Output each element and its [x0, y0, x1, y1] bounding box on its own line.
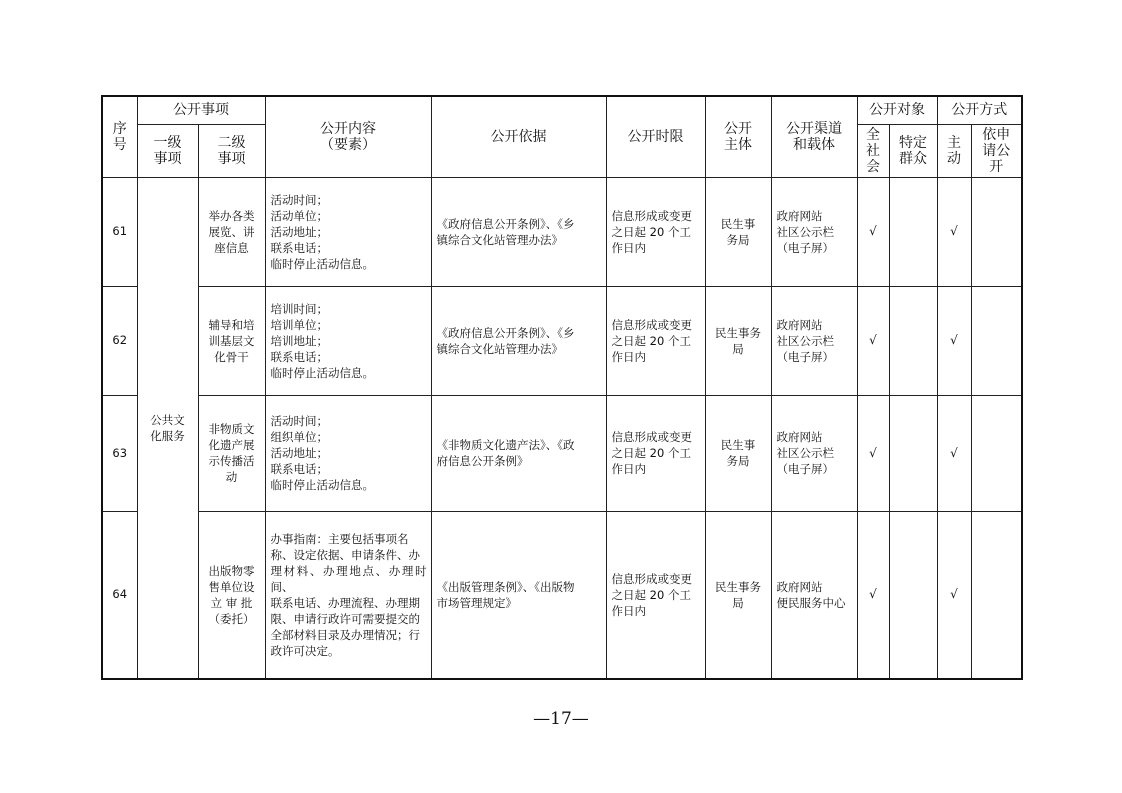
content-cell: 活动时间； 组织单位； 活动地址； 联系电话； 临时停止活动信息。 [265, 395, 431, 511]
check-specific [889, 511, 937, 679]
check-all: √ [857, 177, 889, 286]
header-channel: 公开渠道 和载体 [771, 96, 857, 177]
row-number: 61 [102, 177, 137, 286]
content-cell: 培训时间； 培训单位； 培训地址； 联系电话； 临时停止活动信息。 [265, 286, 431, 395]
time-cell: 信息形成或变更 之日起 20 个工 作日内 [606, 177, 705, 286]
header-method-apply: 依申 请公 开 [971, 124, 1022, 177]
level2-item: 举办各类 展览、讲 座信息 [198, 177, 265, 286]
table-row [102, 177, 1022, 286]
subject-cell: 民生事务 局 [705, 511, 771, 679]
subject-cell: 民生事 务局 [705, 177, 771, 286]
check-active: √ [937, 395, 971, 511]
row-number: 62 [102, 286, 137, 395]
channel-cell: 政府网站 社区公示栏 （电子屏） [771, 177, 857, 286]
basis-cell: 《出版管理条例》、《出版物 市场管理规定》 [431, 511, 606, 679]
table-row [102, 511, 1022, 679]
check-apply [971, 395, 1022, 511]
subject-cell: 民生事务 局 [705, 286, 771, 395]
check-all: √ [857, 286, 889, 395]
check-apply [971, 286, 1022, 395]
header-target-all: 全 社 会 [857, 124, 889, 177]
table-body [102, 177, 1022, 679]
table-row [102, 395, 1022, 511]
check-all: √ [857, 395, 889, 511]
table-header [102, 96, 1022, 177]
check-active: √ [937, 177, 971, 286]
content-cell: 办事指南：主要包括事项名 称、设定依据、申请条件、办 理材料、办理地点、办理时间、 联系电话、办理流程、办理期 限、申请行政许可需要提交的 全部材料目录及办理情况；行 政许可决定。 [265, 511, 431, 679]
header-seq: 序 号 [102, 96, 137, 177]
check-apply [971, 177, 1022, 286]
level1-item: 公共文 化服务 [137, 177, 198, 679]
basis-cell: 《政府信息公开条例》、《乡 镇综合文化站管理办法》 [431, 177, 606, 286]
basis-cell: 《政府信息公开条例》、《乡 镇综合文化站管理办法》 [431, 286, 606, 395]
level2-item: 出版物零 售单位设 立 审 批 （委托） [198, 511, 265, 679]
table-row [102, 286, 1022, 395]
check-active: √ [937, 286, 971, 395]
header-subject: 公开 主体 [705, 96, 771, 177]
basis-cell: 《非物质文化遗产法》、《政 府信息公开条例》 [431, 395, 606, 511]
channel-cell: 政府网站 便民服务中心 [771, 511, 857, 679]
header-method-group: 公开方式 [937, 96, 1022, 124]
header-level2: 二级 事项 [198, 124, 265, 177]
time-cell: 信息形成或变更 之日起 20 个工 作日内 [606, 286, 705, 395]
header-time-limit: 公开时限 [606, 96, 705, 177]
time-cell: 信息形成或变更 之日起 20 个工 作日内 [606, 395, 705, 511]
header-method-active: 主 动 [937, 124, 971, 177]
row-number: 63 [102, 395, 137, 511]
content-cell: 活动时间； 活动单位； 活动地址； 联系电话； 临时停止活动信息。 [265, 177, 431, 286]
subject-cell: 民生事 务局 [705, 395, 771, 511]
header-level1: 一级 事项 [137, 124, 198, 177]
channel-cell: 政府网站 社区公示栏 （电子屏） [771, 395, 857, 511]
check-apply [971, 511, 1022, 679]
header-content: 公开内容 （要素） [265, 96, 431, 177]
channel-cell: 政府网站 社区公示栏 （电子屏） [771, 286, 857, 395]
page-number: —17— [533, 709, 589, 729]
header-target-group: 公开对象 [857, 96, 937, 124]
disclosure-table [101, 95, 1023, 680]
header-target-specific: 特定 群众 [889, 124, 937, 177]
header-items-group: 公开事项 [137, 96, 265, 124]
check-specific [889, 395, 937, 511]
row-number: 64 [102, 511, 137, 679]
header-basis: 公开依据 [431, 96, 606, 177]
level2-item: 辅导和培 训基层文 化骨干 [198, 286, 265, 395]
check-specific [889, 177, 937, 286]
check-specific [889, 286, 937, 395]
time-cell: 信息形成或变更 之日起 20 个工 作日内 [606, 511, 705, 679]
check-active: √ [937, 511, 971, 679]
level2-item: 非物质文 化遗产展 示传播活 动 [198, 395, 265, 511]
check-all: √ [857, 511, 889, 679]
